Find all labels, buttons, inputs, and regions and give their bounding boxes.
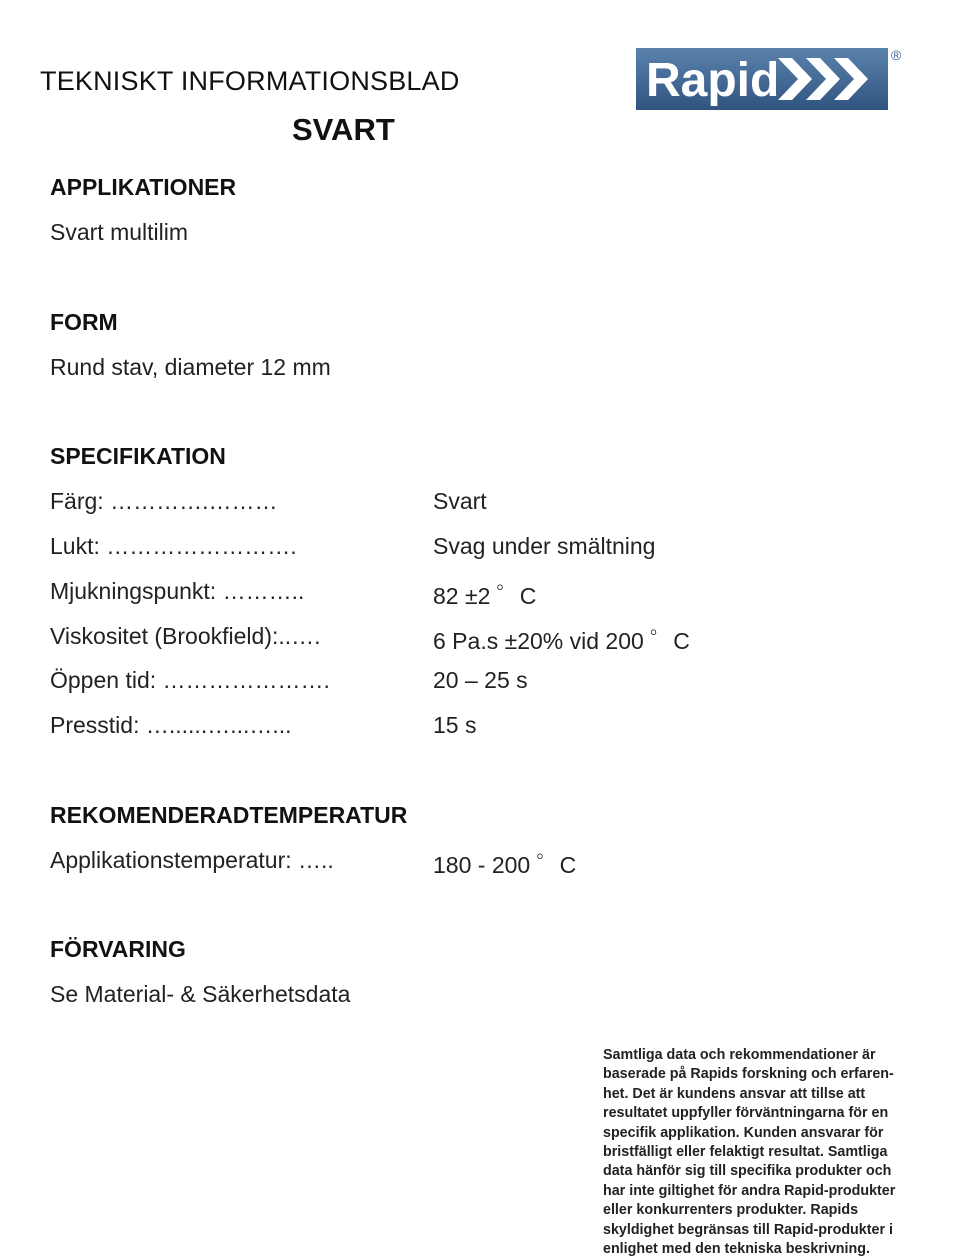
spec-label-oppen-tid: Öppen tid: …………………. [50,667,330,693]
temperatur-heading: REKOMENDERADTEMPERATUR [50,802,408,828]
rapid-logo-graphic [636,44,904,114]
spec-value-mjukningspunkt: 82 ±2 ゜C [433,583,537,609]
temperatur-label: Applikationstemperatur: ….. [50,847,334,873]
registered-mark: ® [891,47,902,63]
spec-value-oppen-tid: 20 – 25 s [433,667,528,693]
spec-value-presstid: 15 s [433,712,477,738]
forvaring-heading: FÖRVARING [50,936,186,962]
disclaimer-text: Samtliga data och rekommendationer är baserade på Rapids forskning och erfaren-het. Det är kundens ansvar att tillse att resultatet uppfyller förväntningarna för en specifik applikation. Kunden ansvarar för bristfälligt eller felaktigt resultat. Samtliga data hänför sig till specifika produkter och har inte giltighet för andra Rapid-produkter eller konkurrenters produkter. Rapids skyldighet begränsas till Rapid-produkter i enlighet med den tekniska beskrivning. [603,1047,896,1258]
document-title: TEKNISKT INFORMATIONSBLAD [40,66,460,96]
forvaring-text: Se Material- & Säkerhetsdata [50,981,351,1007]
spec-value-viskositet: 6 Pa.s ±20% vid 200 ゜C [433,628,690,654]
rapid-logo [636,44,904,114]
spec-label-viskositet: Viskositet (Brookfield):..…. [50,623,321,649]
spec-value-lukt: Svag under smältning [433,533,656,559]
temperatur-value: 180 - 200 ゜C [433,852,577,878]
spec-label-mjukningspunkt: Mjukningspunkt: ……….. [50,578,311,604]
spec-value-farg: Svart [433,488,487,514]
applikationer-heading: APPLIKATIONER [50,174,237,200]
product-name: SVART [292,112,395,147]
spec-label-presstid: Presstid: …......…...…... [50,712,292,738]
form-text: Rund stav, diameter 12 mm [50,354,331,380]
logo-text: Rapid [646,54,780,107]
spec-label-farg: Färg: ………….……… [50,488,278,514]
specifikation-heading: SPECIFIKATION [50,443,226,469]
form-heading: FORM [50,309,118,335]
applikationer-text: Svart multilim [50,219,189,245]
spec-label-lukt: Lukt: ……………………. [50,533,297,559]
